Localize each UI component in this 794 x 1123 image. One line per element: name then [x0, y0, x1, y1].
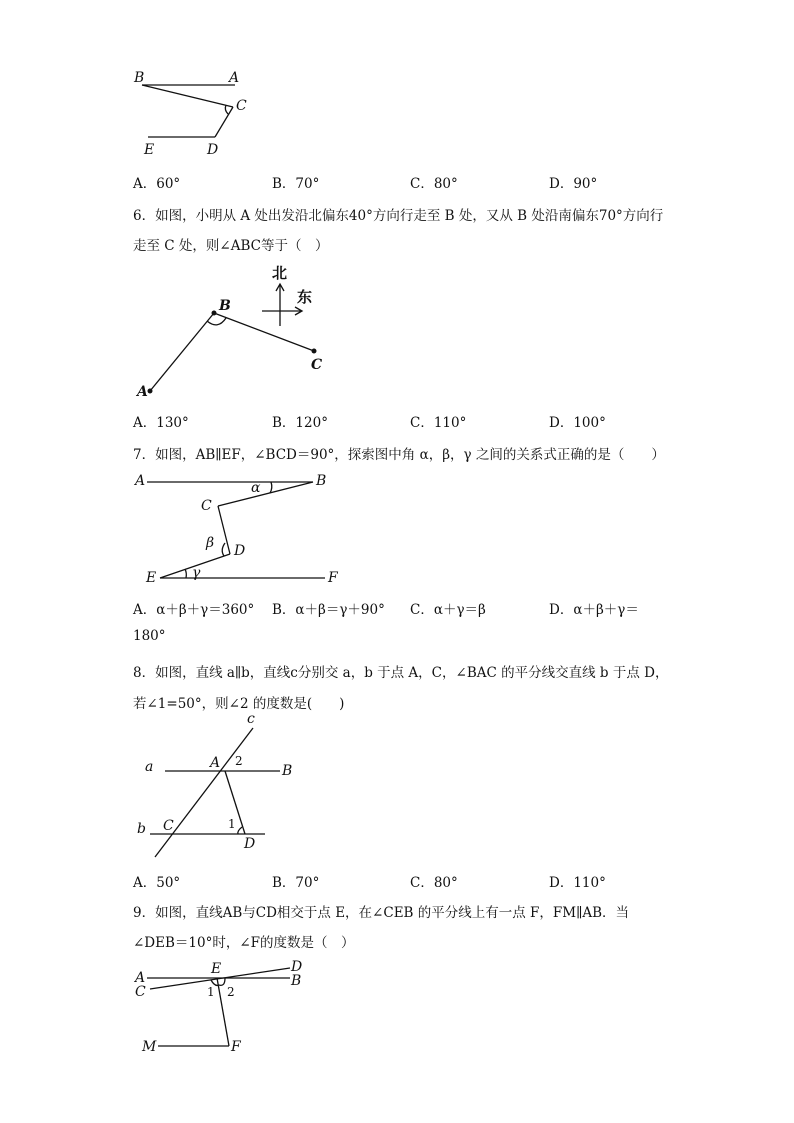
q8-line-c: [155, 728, 256, 857]
q7-label-a: A: [135, 473, 146, 489]
q6-question-line2: 走至 C 处，则∠ABC等于（ ）: [133, 238, 329, 254]
q9-label-c: C: [135, 984, 146, 1000]
q7-angle-alpha-mark: [270, 482, 272, 493]
q9-figure: [125, 955, 325, 1060]
q9-label-angle-2: 2: [227, 985, 235, 999]
q6-label-east: 东: [297, 288, 313, 306]
q7-line-bc: [218, 482, 313, 506]
q7-label-e: E: [146, 570, 157, 586]
q8-label-point-d: D: [244, 836, 256, 852]
q7-label-f: F: [328, 570, 338, 586]
q8-label-c-line: c: [247, 711, 255, 727]
q9-label-angle-1: 1: [207, 985, 215, 999]
q8-angle-1-mark: [238, 827, 242, 834]
q7-label-d: D: [234, 543, 246, 559]
q8-label-point-b: B: [282, 763, 293, 779]
q8-label-a-line: a: [145, 759, 154, 775]
q8-option-b: B．70°: [272, 875, 320, 891]
q8-question-line1: 8．如图，直线 a∥b，直线c分别交 a，b 于点 A，C，∠BAC 的平分线交直线 b 于点 D，: [133, 665, 669, 681]
q6-figure: [125, 258, 345, 403]
q7-angle-beta-mark: [222, 543, 225, 556]
q7-option-d-continued: 180°: [133, 628, 166, 644]
q6-label-a: A: [137, 384, 148, 400]
q7-label-alpha: α: [251, 480, 261, 496]
q9-question-line1: 9．如图，直线AB与CD相交于点 E，在∠CEB 的平分线上有一点 F，FM∥AB．当: [133, 905, 630, 921]
q6-segment-bc: [214, 313, 314, 351]
q8-label-angle-1: 1: [228, 817, 236, 831]
q7-label-beta: β: [206, 535, 215, 551]
q9-label-f: F: [231, 1039, 241, 1055]
q8-question-line2: 若∠1=50°，则∠2 的度数是( ): [133, 696, 345, 712]
q5-option-c: C．80°: [410, 176, 458, 192]
q8-label-point-a: A: [210, 755, 221, 771]
q8-label-angle-2: 2: [235, 754, 243, 768]
q7-option-b: B．α＋β＝γ＋90°: [272, 602, 385, 618]
q9-question-line2: ∠DEB＝10°时，∠F的度数是（ ）: [133, 935, 355, 951]
q6-point-a: [148, 389, 153, 394]
q6-question-line1: 6．如图，小明从 A 处出发沿北偏东40°方向行走至 B 处，又从 B 处沿南偏东70°方向行: [133, 208, 664, 224]
q5-option-b: B．70°: [272, 176, 320, 192]
q6-point-c: [312, 349, 317, 354]
q5-label-a: A: [229, 70, 240, 86]
q6-option-d: D．100°: [549, 415, 606, 431]
q7-label-c: C: [201, 498, 212, 514]
q8-option-a: A．50°: [133, 875, 181, 891]
q9-label-a: A: [135, 970, 146, 986]
q9-label-d: D: [291, 959, 303, 975]
q7-label-gamma: γ: [192, 565, 201, 581]
q7-question-line1: 7．如图，AB∥EF，∠BCD＝90°，探索图中角 α，β，γ 之间的关系式正确的是（ ）: [133, 447, 665, 463]
q6-label-c: C: [311, 357, 323, 373]
q5-label-e: E: [144, 142, 155, 158]
q5-label-b: B: [134, 70, 145, 86]
q8-label-point-c: C: [163, 818, 174, 834]
q6-label-north: 北: [272, 264, 288, 282]
q6-segment-ab: [150, 313, 214, 391]
q9-label-m: M: [142, 1039, 157, 1055]
q6-option-c: C．110°: [410, 415, 467, 431]
q6-point-b: [212, 311, 217, 316]
q5-figure: [125, 62, 265, 162]
q8-label-b-line: b: [137, 821, 146, 837]
q5-option-d: D．90°: [549, 176, 598, 192]
q6-option-b: B．120°: [272, 415, 328, 431]
q8-figure: [125, 712, 315, 862]
q6-option-a: A．130°: [133, 415, 189, 431]
q7-option-c: C．α＋γ＝β: [410, 602, 486, 618]
q5-line-bc: [142, 85, 233, 107]
q8-option-c: C．80°: [410, 875, 458, 891]
q7-angle-gamma-mark: [185, 569, 186, 578]
q9-label-e: E: [211, 961, 222, 977]
q7-label-b: B: [316, 473, 327, 489]
q7-line-cd: [218, 506, 230, 554]
q5-line-cd: [215, 107, 233, 137]
q8-option-d: D．110°: [549, 875, 606, 891]
q7-option-d: D．α＋β＋γ＝: [549, 602, 639, 618]
q9-label-b: B: [291, 973, 302, 989]
q6-label-b: B: [219, 298, 231, 314]
q5-label-c: C: [236, 98, 247, 114]
q7-option-a: A．α＋β＋γ＝360°: [133, 602, 255, 618]
q7-figure: [125, 468, 365, 590]
q5-option-a: A．60°: [133, 176, 181, 192]
q5-label-d: D: [207, 142, 219, 158]
